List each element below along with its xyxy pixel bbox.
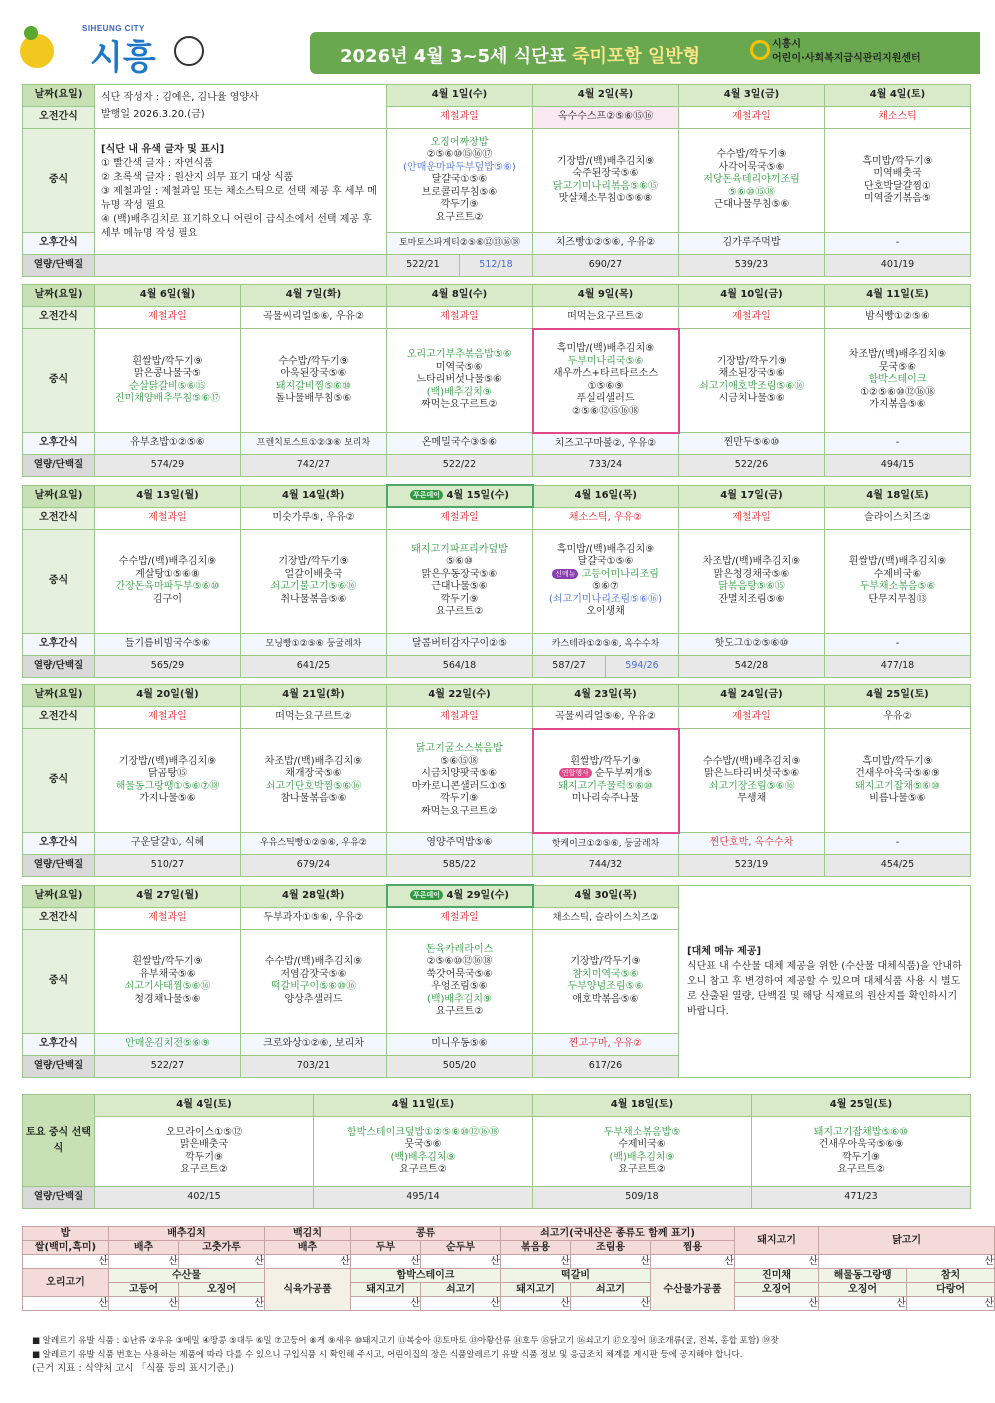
w3-lunch-1: 수수밥/(백)배추김치⑨ 계살탕①⑤⑥⑧ 간장돈육마파두부⑤⑥⑩ 김구이 — [95, 529, 241, 633]
title-bar — [310, 32, 980, 74]
label-energy: 열량/단백질 — [23, 655, 95, 677]
origin-processed-meat: 식육가공품 — [265, 1269, 351, 1311]
origin-value: 산 — [351, 1297, 421, 1311]
w4-am-1: 제철과일 — [95, 707, 241, 729]
w5-lunch-1: 흰쌀밥/깍두기⑨ 유부채국⑤⑥ 쇠고기사태찜⑤⑥⑯ 청경채나물⑤⑥ — [95, 929, 241, 1033]
w4-am-6: 우유② — [825, 707, 971, 729]
center-logo-icon — [750, 40, 770, 60]
w3-pm-1: 들기름비빔국수⑤⑥ — [95, 633, 241, 655]
origin-value: 산 — [819, 1297, 907, 1311]
w2-date-2: 4월 7일(화) — [241, 285, 387, 307]
origin-sub: 배추 — [109, 1241, 179, 1255]
w2-date-3: 4월 8일(수) — [387, 285, 533, 307]
w4-en-4: 744/32 — [533, 855, 679, 877]
w2-pm-3: 온메밀국수③⑤⑥ — [387, 433, 533, 455]
w3-am-2: 미숫가루⑤, 우유② — [241, 507, 387, 529]
w4-pm-6: - — [825, 833, 971, 855]
label-energy: 열량/단백질 — [23, 1187, 95, 1209]
w1-pm-3: 김가루주먹밥 — [679, 233, 825, 255]
origin-sub: 오징어 — [179, 1283, 265, 1297]
w1-lunch-4: 흑미밥/깍두기⑨ 미역배춧국 단호박달걀찜① 미역줄기볶음⑤ — [825, 129, 971, 233]
origin-value: 산 — [23, 1297, 109, 1311]
city-logo — [20, 22, 220, 82]
w3-am-4: 채소스틱, 우유② — [533, 507, 679, 529]
w1-en-1: 522/21 — [387, 255, 460, 277]
w4-en-2: 679/24 — [241, 855, 387, 877]
label-date: 날짜(요일) — [23, 685, 95, 707]
page-title: 2026년 4월 3~5세 식단표 죽미포함 일반형 — [340, 46, 701, 67]
w2-am-1: 제철과일 — [95, 307, 241, 329]
w2-pm-5: 찐만두⑤⑥⑩ — [679, 433, 825, 455]
w5-pm-3: 미니우동⑤⑥ — [387, 1033, 533, 1055]
w4-date-2: 4월 21일(화) — [241, 685, 387, 707]
w3-en-2: 641/25 — [241, 655, 387, 677]
w2-pm-6: - — [825, 433, 971, 455]
w5-am-4: 채소스틱, 슬라이스치즈② — [533, 907, 679, 929]
leaf-icon — [24, 26, 38, 40]
sat-date-1: 4월 4일(토) — [95, 1095, 314, 1117]
label-pm: 오후간식 — [23, 433, 95, 455]
origin-value: 산 — [421, 1297, 501, 1311]
sat-menu-1: 오므라이스①⑤⑫ 맑은배춧국 깍두기⑨ 요구르트② — [95, 1117, 314, 1187]
w5-am-1: 제철과일 — [95, 907, 241, 929]
origin-sub: 돼지고기 — [501, 1283, 571, 1297]
origin-processed-seafood: 수산물가공품 — [651, 1269, 735, 1311]
w2-pm-1: 유부초밥①②⑤⑥ — [95, 433, 241, 455]
w4-date-1: 4월 20일(월) — [95, 685, 241, 707]
w5-am-3: 제철과일 — [387, 907, 533, 929]
w3-am-5: 제철과일 — [679, 507, 825, 529]
w4-am-2: 떠먹는요구르트② — [241, 707, 387, 729]
label-am: 오전간식 — [23, 307, 95, 329]
sat-en-1: 402/15 — [95, 1187, 314, 1209]
w1-pm-1: 토마토스파게티②⑤⑥⑫⑬⑯⑱ — [387, 233, 533, 255]
sat-menu-4: 돼지고기잡채밥⑤⑥⑩ 건새우아욱국⑤⑥⑨ 깍두기⑨ 요구르트② — [752, 1117, 971, 1187]
label-lunch: 중식 — [23, 329, 95, 433]
w2-date-6: 4월 11일(토) — [825, 285, 971, 307]
w3-date-5: 4월 17일(금) — [679, 485, 825, 507]
label-date: 날짜(요일) — [23, 885, 95, 907]
w3-en-4: 587/27 — [533, 655, 606, 677]
w2-lunch-5: 기장밥/깍두기⑨ 채소된장국⑤⑥ 쇠고기애호박조림⑤⑥⑯ 시금치나물⑤⑥ — [679, 329, 825, 433]
w2-lunch-1: 흰쌀밥/깍두기⑨ 맑은콩나물국⑤ 순살닭갈비⑤⑥⑮ 진미채양배추무침⑤⑥⑰ — [95, 329, 241, 433]
w4-en-1: 510/27 — [95, 855, 241, 877]
w2-lunch-2: 수수밥/깍두기⑨ 아욱된장국⑤⑥ 돼지갈비찜⑤⑥⑩ 돌나물배무침⑤⑥ — [241, 329, 387, 433]
w4-pm-1: 구운달걀①, 식혜 — [95, 833, 241, 855]
w1-date-1: 4월 1일(수) — [387, 85, 533, 107]
w4-lunch-4: 흰쌀밥/깍두기⑨ 연합행사 순두부찌개⑤ 돼지고기주물럭⑤⑥⑩ 미나리숙주나물 — [533, 729, 679, 833]
w2-en-6: 494/15 — [825, 455, 971, 477]
origin-sub: 쇠고기 — [421, 1283, 501, 1297]
w1-date-4: 4월 4일(토) — [825, 85, 971, 107]
mascot-icon — [20, 34, 54, 68]
w3-am-6: 슬라이스치즈② — [825, 507, 971, 529]
w3-lunch-5: 차조밥/(백)배추김치⑨ 맑은청경채국⑤⑥ 닭볶음탕⑤⑥⑮ 잔멸치조림⑤⑥ — [679, 529, 825, 633]
label-date: 날짜(요일) — [23, 485, 95, 507]
week2-table — [22, 284, 971, 477]
origin-value: 산 — [651, 1255, 735, 1269]
origin-seafood: 수산물 — [109, 1269, 265, 1283]
label-energy: 열량/단백질 — [23, 1055, 95, 1077]
w5-pm-4: 찐고구마, 우유② — [533, 1033, 679, 1055]
label-energy: 열량/단백질 — [23, 455, 95, 477]
allergy-list: ■ 알레르기 유발 식품 : ①난류 ②우유 ③메밀 ④땅콩 ⑤대두 ⑥밀 ⑦고등어 ⑧게 ⑨새우 ⑩돼지고기 ⑪복숭아 ⑫토마토 ⑬아황산류 ⑭호두 ⑮닭고기 ⑯쇠고기 ⑰오징어 ⑱조개류(굴, 전복, 홍합 포함) ⑲잣 — [32, 1336, 779, 1346]
origin-value: 산 — [109, 1255, 179, 1269]
label-am: 오전간식 — [23, 907, 95, 929]
w1-en-4: 401/19 — [825, 255, 971, 277]
w3-date-2: 4월 14일(화) — [241, 485, 387, 507]
w2-lunch-6: 차조밥/(백)배추김치⑨ 뭇국⑤⑥ 함박스테이크 ①②⑤⑥⑩⑫⑯⑱ 가지볶음⑤⑥ — [825, 329, 971, 433]
label-lunch: 중식 — [23, 529, 95, 633]
origin-sub: 쌀(백미,흑미) — [23, 1241, 109, 1255]
label-am: 오전간식 — [23, 107, 95, 129]
origin-sub: 볶음용 — [501, 1241, 571, 1255]
w1-lunch-2: 기장밥/(백)배추김치⑨ 숙주된장국⑤⑥ 닭고기미나리볶음⑤⑥⑮ 맛살채소무침①⑤⑥⑧ — [533, 129, 679, 233]
label-am: 오전간식 — [23, 507, 95, 529]
w4-lunch-2: 차조밥/(백)배추김치⑨ 채개장국⑤⑥ 쇠고기단호박찜⑤⑥⑯ 참나물볶음⑤⑥ — [241, 729, 387, 833]
w4-am-5: 제철과일 — [679, 707, 825, 729]
w3-lunch-6: 흰쌀밥/(백)배추김치⑨ 수제비국⑥ 두부채소볶음⑤⑥ 단무지무침⑬ — [825, 529, 971, 633]
w3-lunch-3: 돼지고기파프리카덮밥 ⑤⑥⑩ 맑은우동장국⑤⑥ 근대나물⑤⑥ 깍두기⑨ 요구르트② — [387, 529, 533, 633]
w4-date-4: 4월 23일(목) — [533, 685, 679, 707]
sat-en-4: 471/23 — [752, 1187, 971, 1209]
allergy-notice: ■ 알레르기 유발 식품 번호는 사용하는 제품에 따라 다를 수 있으니 구입식품 시 확인해 주시고, 어린이집의 장은 식품알레르기 유발 식품 정보 및 응급조치 체계를 게시판 등에 공지해야 합니다. — [32, 1350, 743, 1360]
origin-sub: 고춧가루 — [179, 1241, 265, 1255]
w2-date-5: 4월 10일(금) — [679, 285, 825, 307]
origin-beef: 쇠고기(국내산은 종류도 함께 표기) — [501, 1227, 735, 1241]
w5-date-1: 4월 27일(월) — [95, 885, 241, 907]
w2-am-2: 곡물씨리얼⑤⑥, 우유② — [241, 307, 387, 329]
allergy-footer — [32, 1334, 972, 1376]
w3-en-1: 565/29 — [95, 655, 241, 677]
origin-sub: 조림용 — [571, 1241, 651, 1255]
w2-lunch-4: 흑미밥/(백)배추김치⑨ 두부미나리국⑤⑥ 새우까스+타르타르소스 ①⑤⑥⑨ 푸실리샐러드 ②⑤⑥⑫⑮⑯⑱ — [533, 329, 679, 433]
origin-value: 산 — [179, 1297, 265, 1311]
w3-am-1: 제철과일 — [95, 507, 241, 529]
saturday-table — [22, 1094, 971, 1209]
w2-en-5: 522/26 — [679, 455, 825, 477]
origin-sub: 순두부 — [421, 1241, 501, 1255]
label-pm: 오후간식 — [23, 833, 95, 855]
w1-lunch-3: 수수밥/깍두기⑨ 사각어묵국⑤⑥ 저당돈육데리야끼조림 ⑤⑥⑩⑮⑱ 근대나물무침⑤⑥ — [679, 129, 825, 233]
w3-en-6: 477/18 — [825, 655, 971, 677]
w1-pm-4: - — [825, 233, 971, 255]
w5-date-2: 4월 28일(화) — [241, 885, 387, 907]
w4-am-3: 제철과일 — [387, 707, 533, 729]
w5-en-2: 703/21 — [241, 1055, 387, 1077]
w1-en-1b: 512/18 — [460, 255, 533, 277]
origin-pork: 돼지고기 — [735, 1227, 819, 1255]
w3-en-5: 542/28 — [679, 655, 825, 677]
w5-pm-2: 크로와상①②⑥, 보리차 — [241, 1033, 387, 1055]
sat-en-3: 509/18 — [533, 1187, 752, 1209]
sat-date-4: 4월 25일(토) — [752, 1095, 971, 1117]
w5-pm-1: 안매운김치전⑤⑥⑨ — [95, 1033, 241, 1055]
w3-pm-2: 모닝빵①②⑤⑥ 둥굴레차 — [241, 633, 387, 655]
w3-date-6: 4월 18일(토) — [825, 485, 971, 507]
label-am: 오전간식 — [23, 707, 95, 729]
w2-pm-4: 치즈고구마볼②, 우유② — [533, 433, 679, 455]
origin-value: 산 — [265, 1255, 351, 1269]
w2-lunch-3: 오리고기부추볶음밥⑤⑥ 미역국⑤⑥ 느타리버섯나물⑤⑥ (백)배추김치⑨ 짜먹는요구르트② — [387, 329, 533, 433]
w5-am-2: 두부과자①⑤⑥, 우유② — [241, 907, 387, 929]
w2-en-1: 574/29 — [95, 455, 241, 477]
w4-date-6: 4월 25일(토) — [825, 685, 971, 707]
w4-date-3: 4월 22일(수) — [387, 685, 533, 707]
w2-en-4: 733/24 — [533, 455, 679, 477]
author-info: 식단 작성자 : 김예은, 김나율 영양사 발행일 2026.3.20.(금) — [95, 85, 387, 129]
origin-kimchi: 배추김치 — [109, 1227, 265, 1241]
week3-table — [22, 484, 971, 678]
w4-pm-3: 영양주먹밥⑤⑥ — [387, 833, 533, 855]
w3-pm-5: 핫도그①②⑤⑥⑩ — [679, 633, 825, 655]
w2-date-4: 4월 9일(목) — [533, 285, 679, 307]
w5-date-4: 4월 30일(목) — [533, 885, 679, 907]
origin-hamburg: 함박스테이크 — [351, 1269, 501, 1283]
origin-value: 산 — [819, 1255, 995, 1269]
color-legend: [식단 내 유색 글자 및 표시] ① 빨간색 글자 : 자연식품 ② 초록색 글자 : 원산지 의무 표기 대상 식품 ③ 제철과일 : 제철과일 또는 채소스틱으로 선택 제공 후 세부 메뉴명 작성 필요 ④ (백)배추김치로 표기하오니 어린이 급식소에서 선택 제공 후 세부 메뉴명 작성 필요 — [95, 129, 387, 255]
origin-sub: 돼지고기 — [351, 1283, 421, 1297]
week1-table — [22, 84, 971, 277]
w5-lunch-3: 돈육카레라이스 ②⑤⑥⑩⑫⑯⑱ 쑥갓어묵국⑤⑥ 우엉조림⑤⑥ (백)배추김치⑨ 요구르트② — [387, 929, 533, 1033]
origin-value: 산 — [571, 1255, 651, 1269]
origin-beans: 콩류 — [351, 1227, 501, 1241]
origin-value: 산 — [571, 1297, 651, 1311]
w4-am-4: 곡물씨리얼⑤⑥, 우유② — [533, 707, 679, 729]
sat-date-3: 4월 18일(토) — [533, 1095, 752, 1117]
w4-lunch-5: 수수밥/(백)배추김치⑨ 맑은느타리버섯국⑤⑥ 쇠고기장조림⑤⑥⑯ 무생채 — [679, 729, 825, 833]
w4-lunch-3: 닭고기굴소스볶음밥 ⑤⑥⑮⑱ 시금치양팟국⑤⑥ 마카로니콘샐러드①⑤ 깍두기⑨ 짜먹는요구르트② — [387, 729, 533, 833]
mascot2-icon — [174, 36, 204, 66]
w5-lunch-4: 기장밥/깍두기⑨ 참치미역국⑤⑥ 두부양념조림⑤⑥ 애호박볶음⑤⑥ — [533, 929, 679, 1033]
w5-en-4: 617/26 — [533, 1055, 679, 1077]
origin-sub: 오징어 — [819, 1283, 907, 1297]
blue-day-badge: 푸른데이 — [410, 490, 443, 500]
label-energy: 열량/단백질 — [23, 855, 95, 877]
origin-value: 산 — [735, 1255, 819, 1269]
week4-table — [22, 684, 971, 877]
w2-pm-2: 프렌치토스트①②③⑥ 보리차 — [241, 433, 387, 455]
w4-date-5: 4월 24일(금) — [679, 685, 825, 707]
label-lunch: 중식 — [23, 729, 95, 833]
sat-menu-2: 함박스테이크덮밥①②⑤⑥⑩⑫⑯⑱ 뭇국⑤⑥ (백)배추김치⑨ 요구르트② — [314, 1117, 533, 1187]
w1-am-3: 제철과일 — [679, 107, 825, 129]
w4-lunch-1: 기장밥/(백)배추김치⑨ 닭곰탕⑮ 해물동그랑땡①⑤⑥⑦⑱ 가지나물⑤⑥ — [95, 729, 241, 833]
origin-tteokgalbi: 떡갈비 — [501, 1269, 651, 1283]
w1-en-2: 690/27 — [533, 255, 679, 277]
w1-date-3: 4월 3일(금) — [679, 85, 825, 107]
w1-am-2: 옥수수스프②⑤⑥⑮⑯ — [533, 107, 679, 129]
w3-date-4: 4월 16일(목) — [533, 485, 679, 507]
substitute-menu-note: [대체 메뉴 제공] 식단표 내 수산물 대체 제공을 위한 (수산물 대체식품)을 안내하오니 참고 후 변경하여 제공할 수 있으며 대체식품 사용 시 별도로 산출된 열량, 단백질 및 해당 식재료의 원산지를 확인하시기 바랍니다. — [679, 885, 971, 1077]
label-pm: 오후간식 — [23, 233, 95, 255]
w2-am-4: 떠먹는요구르트② — [533, 307, 679, 329]
origin-rice: 밥 — [23, 1227, 109, 1241]
w2-am-3: 제철과일 — [387, 307, 533, 329]
legal-basis: (근거 지표 : 식약처 고시 「식품 등의 표시기준」) — [32, 1363, 235, 1374]
origin-sub: 두부 — [351, 1241, 421, 1255]
origin-chicken: 닭고기 — [819, 1227, 995, 1255]
w4-pm-2: 우유스틱빵①②⑤⑥, 우유② — [241, 833, 387, 855]
city-logo-text: SIHEUNG CITY — [82, 24, 145, 33]
origin-donggeurangttaeng: 해물동그랑땡 — [819, 1269, 907, 1283]
w4-en-6: 454/25 — [825, 855, 971, 877]
origin-tuna: 참치 — [907, 1269, 995, 1283]
w3-am-3: 제철과일 — [387, 507, 533, 529]
w5-en-1: 522/27 — [95, 1055, 241, 1077]
w1-pm-2: 치즈빵①②⑤⑥, 우유② — [533, 233, 679, 255]
origin-value: 산 — [109, 1297, 179, 1311]
w4-en-5: 523/19 — [679, 855, 825, 877]
origin-value: 산 — [501, 1297, 571, 1311]
label-lunch: 중식 — [23, 129, 95, 233]
label-date: 날짜(요일) — [23, 285, 95, 307]
origin-value: 산 — [23, 1255, 109, 1269]
w4-en-3: 585/22 — [387, 855, 533, 877]
origin-value: 산 — [351, 1255, 421, 1269]
w2-date-1: 4월 6일(월) — [95, 285, 241, 307]
w5-lunch-2: 수수밥/(백)배추김치⑨ 저염감잣국⑤⑥ 떡갈비구이⑤⑥⑩⑯ 양상추샐러드 — [241, 929, 387, 1033]
w1-lunch-1: 오징어짜장밥 ②⑤⑥⑩⑮⑯⑰ (안매운마파두부덮밥⑤⑥) 달걀국①⑤⑥ 브로콜리무침⑤⑥ 깍두기⑨ 요구르트② — [387, 129, 533, 233]
origin-value: 산 — [421, 1255, 501, 1269]
w3-date-1: 4월 13일(월) — [95, 485, 241, 507]
week5-table — [22, 884, 971, 1078]
label-pm: 오후간식 — [23, 1033, 95, 1055]
w3-lunch-4: 흑미밥/(백)배추김치⑨ 달걀국①⑤⑥ 신메뉴 고등어미나리조림 ⑤⑥⑦ (쇠고기미나리조림⑤⑥⑯) 오이생채 — [533, 529, 679, 633]
origin-sub: 고등어 — [109, 1283, 179, 1297]
org-name: 시흥시 어린이·사회복지급식관리지원센터 — [772, 39, 921, 64]
w4-pm-4: 핫케이크①②⑤⑥, 둥굴레차 — [533, 833, 679, 855]
w2-en-3: 522/22 — [387, 455, 533, 477]
w3-pm-4: 카스테라①②⑤⑥, 옥수수차 — [533, 633, 679, 655]
origin-value: 산 — [735, 1297, 819, 1311]
w3-pm-3: 달콤버터감자구이②⑤ — [387, 633, 533, 655]
sat-menu-3: 두부채소볶음밥⑤ 수제비국⑥ (백)배추김치⑨ 요구르트② — [533, 1117, 752, 1187]
w1-en-3: 539/23 — [679, 255, 825, 277]
sat-date-2: 4월 11일(토) — [314, 1095, 533, 1117]
w3-en-3: 564/18 — [387, 655, 533, 677]
label-energy: 열량/단백질 — [23, 255, 95, 277]
origin-table — [22, 1226, 995, 1311]
page-header — [0, 0, 992, 84]
origin-value: 산 — [179, 1255, 265, 1269]
w3-lunch-2: 기장밥/깍두기⑨ 얼갈이배춧국 쇠고기불고기⑤⑥⑯ 취나물볶음⑤⑥ — [241, 529, 387, 633]
w2-en-2: 742/27 — [241, 455, 387, 477]
origin-sub: 다랑어 — [907, 1283, 995, 1297]
origin-value: 산 — [907, 1297, 995, 1311]
w1-am-4: 채소스틱 — [825, 107, 971, 129]
w4-lunch-6: 흑미밥/깍두기⑨ 건새우아욱국⑤⑥⑨ 돼지고기잡채⑤⑥⑩ 비름나물⑤⑥ — [825, 729, 971, 833]
label-date: 날짜(요일) — [23, 85, 95, 107]
w1-am-1: 제철과일 — [387, 107, 533, 129]
w2-am-5: 제철과일 — [679, 307, 825, 329]
city-name: 시흥 — [90, 38, 156, 78]
label-lunch: 중식 — [23, 929, 95, 1033]
sat-en-2: 495/14 — [314, 1187, 533, 1209]
origin-sub: 쇠고기 — [571, 1283, 651, 1297]
label-pm: 오후간식 — [23, 633, 95, 655]
w3-pm-6: - — [825, 633, 971, 655]
w2-am-6: 밤식빵①②⑤⑥ — [825, 307, 971, 329]
origin-value: 산 — [501, 1255, 571, 1269]
w5-en-3: 505/20 — [387, 1055, 533, 1077]
origin-sub: 찜용 — [651, 1241, 735, 1255]
w4-pm-5: 찐단호박, 옥수수차 — [679, 833, 825, 855]
w5-date-3: 푸른데이 4월 29일(수) — [387, 885, 533, 907]
saturday-label: 토요 중식 선택식 — [23, 1095, 95, 1187]
w1-date-2: 4월 2일(목) — [533, 85, 679, 107]
w3-en-4b: 594/26 — [606, 655, 679, 677]
origin-sub: 오징어 — [735, 1283, 819, 1297]
origin-duck: 오리고기 — [23, 1269, 109, 1297]
w3-date-3: 푸른데이 4월 15일(수) — [387, 485, 533, 507]
origin-sub: 배추 — [265, 1241, 351, 1255]
origin-white-kimchi: 백김치 — [265, 1227, 351, 1241]
origin-jinmichae: 진미채 — [735, 1269, 819, 1283]
